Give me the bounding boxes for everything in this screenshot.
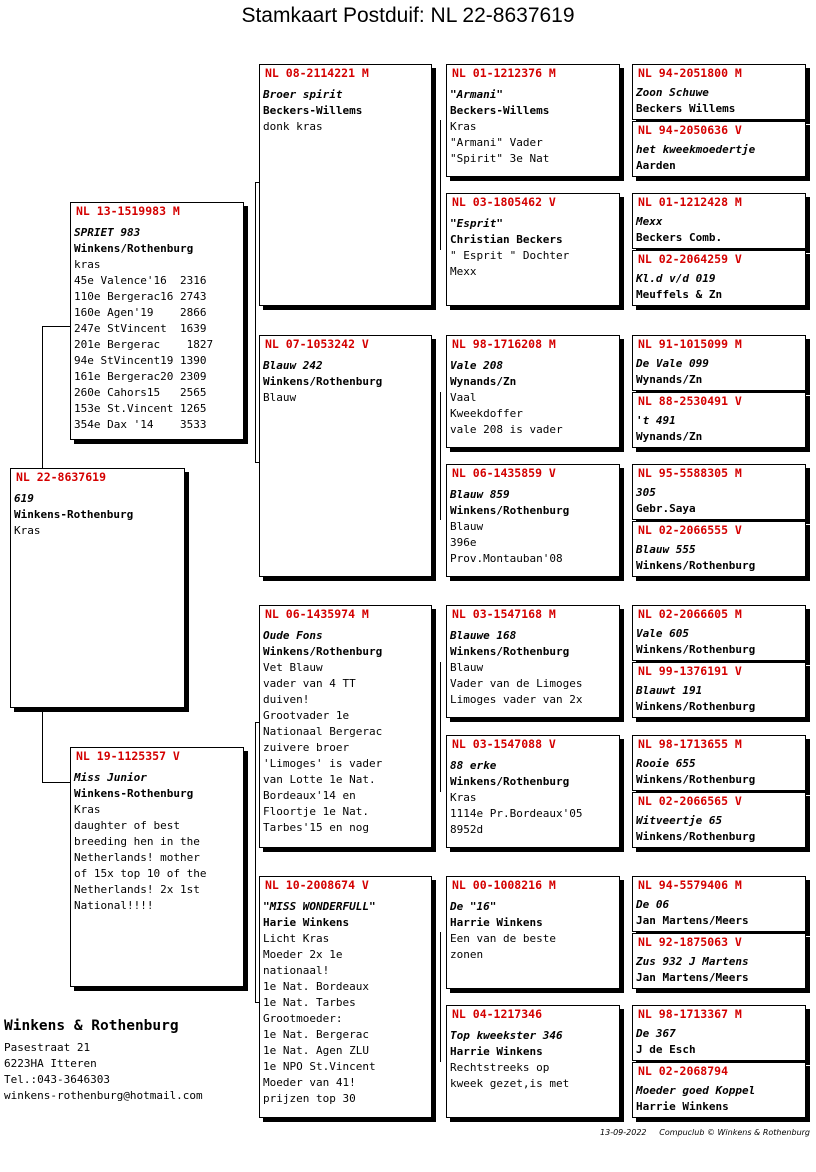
bird-name: Blauw 859 [450, 488, 510, 501]
owner-name: Winkens & Rothenburg [4, 1018, 179, 1034]
breeder-name: Harrie Winkens [450, 1045, 543, 1058]
bird-card-gen4-10 [632, 662, 806, 718]
bird-card-dds [446, 876, 620, 989]
detail-line: 'Limoges' is vader [263, 757, 383, 770]
bird-name: Miss Junior [74, 771, 147, 784]
bird-name: Blauw 555 [636, 543, 696, 556]
bird-card-sdd [446, 464, 620, 577]
breeder-name: Harrie Winkens [450, 916, 543, 929]
owner-city: 6223HA Itteren [4, 1057, 97, 1070]
bird-card-dam-sire [259, 605, 432, 848]
detail-line: Nationaal Bergerac [263, 725, 383, 738]
bird-card-gen4-11 [632, 735, 806, 791]
breeder-name: Winkens/Rothenburg [636, 559, 756, 572]
connector-line [255, 722, 256, 1002]
detail-line: Moeder 2x 1e [263, 948, 343, 961]
connector-line [440, 120, 441, 250]
detail-line: Tarbes'15 en nog [263, 821, 369, 834]
detail-line: Prov.Montauban'08 [450, 552, 563, 565]
bird-card-gen4-6 [632, 392, 806, 448]
breeder-name: Winkens/Rothenburg [636, 830, 756, 843]
detail-line: 354e Dax '14 3533 [74, 418, 207, 431]
bird-card-gen4-7 [632, 464, 806, 520]
ring-number: NL 10-2008674 V [265, 878, 369, 892]
breeder-name: Winkens/Rothenburg [450, 504, 570, 517]
breeder-name: Wynands/Zn [636, 430, 703, 443]
bird-name: De 06 [636, 898, 670, 911]
bird-name: Zus 932 J Martens [636, 955, 749, 968]
bird-name: "Esprit" [450, 217, 503, 230]
connector-line [42, 712, 43, 782]
detail-line: Licht Kras [263, 932, 330, 945]
detail-line: Kweekdoffer [450, 407, 523, 420]
detail-line: breeding hen in the [74, 835, 200, 848]
detail-line: of 15x top 10 of the [74, 867, 207, 880]
ring-number: NL 06-1435974 M [265, 607, 369, 621]
detail-line: Limoges vader van 2x [450, 693, 583, 706]
owner-email: winkens-rothenburg@hotmail.com [4, 1089, 203, 1102]
bird-card-sire [70, 202, 244, 440]
ring-number: NL 04-1217346 [452, 1007, 543, 1021]
detail-line: prijzen top 30 [263, 1092, 356, 1105]
bird-card-gen4-8 [632, 521, 806, 577]
breeder-name: Jan Martens/Meers [636, 971, 749, 984]
detail-line: nationaal! [263, 964, 330, 977]
bird-card-dam-dam [259, 876, 432, 1118]
detail-line: 1e Nat. Bergerac [263, 1028, 369, 1041]
bird-name: Blauwt 191 [636, 684, 703, 697]
detail-line: Vader van de Limoges [450, 677, 583, 690]
bird-name: De "16" [450, 900, 497, 913]
bird-card-gen4-15 [632, 1005, 806, 1061]
bird-card-sire-sire [259, 64, 432, 306]
detail-line: 1e Nat. Agen ZLU [263, 1044, 369, 1057]
bird-name: Oude Fons [263, 629, 323, 642]
ring-number: NL 98-1713655 M [638, 737, 742, 751]
detail-line: donk kras [263, 120, 323, 133]
breeder-name: Wynands/Zn [450, 375, 517, 388]
bird-name: het kweekmoedertje [636, 143, 756, 156]
breeder-name: Winkens/Rothenburg [636, 700, 756, 713]
bird-name: Zoon Schuwe [636, 86, 709, 99]
breeder-name: Winkens/Rothenburg [74, 242, 194, 255]
bird-card-gen4-3 [632, 193, 806, 249]
detail-line: 1e NPO St.Vincent [263, 1060, 376, 1073]
detail-line: zonen [450, 948, 484, 961]
detail-line: 161e Bergerac20 2309 [74, 370, 207, 383]
detail-line: Floortje 1e Nat. [263, 805, 369, 818]
bird-card-gen4-14 [632, 933, 806, 989]
ring-number: NL 13-1519983 M [76, 204, 180, 218]
detail-line: 1e Nat. Tarbes [263, 996, 356, 1009]
detail-line: Netherlands! mother [74, 851, 200, 864]
detail-line: 1e Nat. Bordeaux [263, 980, 369, 993]
bird-card-sds [446, 335, 620, 448]
bird-name: Blauw 242 [263, 359, 323, 372]
bird-card-ssd [446, 193, 620, 306]
ring-number: NL 00-1008216 M [452, 878, 556, 892]
ring-number: NL 95-5588305 M [638, 466, 742, 480]
breeder-name: Meuffels & Zn [636, 288, 723, 301]
detail-line: National!!!! [74, 899, 154, 912]
detail-line: Kras [74, 803, 101, 816]
owner-street: Pasestraat 21 [4, 1041, 91, 1054]
ring-number: NL 02-2068794 [638, 1064, 729, 1078]
bird-name: De 367 [636, 1027, 676, 1040]
detail-line: 45e Valence'16 2316 [74, 274, 207, 287]
bird-card-gen4-2 [632, 121, 806, 177]
detail-line: Vaal [450, 391, 477, 404]
detail-line: Blauw [263, 391, 297, 404]
bird-name: Kl.d v/d 019 [636, 272, 716, 285]
ring-number: NL 01-1212376 M [452, 66, 556, 80]
bird-name: SPRIET 983 [74, 226, 141, 239]
detail-line: kweek gezet,is met [450, 1077, 570, 1090]
bird-card-gen4-5 [632, 335, 806, 391]
breeder-name: Winkens/Rothenburg [263, 645, 383, 658]
detail-line: 396e [450, 536, 477, 549]
breeder-name: Harrie Winkens [636, 1100, 729, 1113]
connector-line [42, 326, 43, 470]
detail-line: "Armani" Vader [450, 136, 543, 149]
detail-line: Kras [14, 524, 41, 537]
bird-card-gen4-4 [632, 250, 806, 306]
detail-line: 8952d [450, 823, 484, 836]
bird-name: Mexx [636, 215, 663, 228]
bird-name: Moeder goed Koppel [636, 1084, 756, 1097]
ring-number: NL 94-2050636 V [638, 123, 742, 137]
connector-line [255, 182, 256, 462]
ring-number: NL 02-2066605 M [638, 607, 742, 621]
ring-number: NL 94-5579406 M [638, 878, 742, 892]
bird-name: Rooie 655 [636, 757, 696, 770]
detail-line: Mexx [450, 265, 477, 278]
connector-line [440, 932, 441, 1062]
bird-name: 't 491 [636, 414, 676, 427]
detail-line: kras [74, 258, 101, 271]
detail-line: Een van de beste [450, 932, 556, 945]
breeder-name: Winkens/Rothenburg [636, 643, 756, 656]
breeder-name: Winkens/Rothenburg [636, 773, 756, 786]
detail-line: 153e St.Vincent 1265 [74, 402, 207, 415]
bird-card-ddd [446, 1005, 620, 1118]
connector-line [440, 392, 441, 520]
detail-line: duiven! [263, 693, 310, 706]
ring-number: NL 02-2064259 V [638, 252, 742, 266]
bird-card-gen4-13 [632, 876, 806, 932]
detail-line: Moeder van 41! [263, 1076, 356, 1089]
detail-line: Grootvader 1e [263, 709, 350, 722]
breeder-name: Winkens/Rothenburg [450, 645, 570, 658]
owner-phone: Tel.:043-3646303 [4, 1073, 110, 1086]
bird-card-gen4-1 [632, 64, 806, 120]
ring-number: NL 08-2114221 M [265, 66, 369, 80]
detail-line: 110e Bergerac16 2743 [74, 290, 207, 303]
detail-line: " Esprit " Dochter [450, 249, 570, 262]
ring-number: NL 98-1716208 M [452, 337, 556, 351]
connector-line [42, 326, 70, 327]
ring-number: NL 03-1805462 V [452, 195, 556, 209]
bird-name: Top kweekster 346 [450, 1029, 563, 1042]
detail-line: 1114e Pr.Bordeaux'05 [450, 807, 583, 820]
detail-line: Grootmoeder: [263, 1012, 343, 1025]
connector-line [42, 782, 70, 783]
owner-address [4, 1018, 203, 1104]
detail-line: Kras [450, 791, 477, 804]
detail-line: vader van 4 TT [263, 677, 356, 690]
bird-name: De Vale 099 [636, 357, 709, 370]
ring-number: NL 03-1547088 V [452, 737, 556, 751]
breeder-name: Aarden [636, 159, 676, 172]
ring-number: NL 99-1376191 V [638, 664, 742, 678]
ring-number: NL 06-1435859 V [452, 466, 556, 480]
ring-number: NL 02-2066555 V [638, 523, 742, 537]
detail-line: Kras [450, 120, 477, 133]
bird-card-dam [70, 747, 244, 987]
detail-line: Blauw [450, 661, 484, 674]
breeder-name: Winkens-Rothenburg [74, 787, 194, 800]
detail-line: zuivere broer [263, 741, 350, 754]
bird-card-gen4-9 [632, 605, 806, 661]
detail-line: Rechtstreeks op [450, 1061, 550, 1074]
ring-number: NL 88-2530491 V [638, 394, 742, 408]
bird-name: Broer spirit [263, 88, 343, 101]
detail-line: daughter of best [74, 819, 180, 832]
bird-card-dsd [446, 735, 620, 848]
bird-card-subject [10, 468, 185, 708]
breeder-name: Winkens-Rothenburg [14, 508, 134, 521]
bird-name: Blauwe 168 [450, 629, 517, 642]
detail-line: 260e Cahors15 2565 [74, 386, 207, 399]
ring-number: NL 92-1875063 V [638, 935, 742, 949]
breeder-name: Beckers-Willems [450, 104, 550, 117]
breeder-name: Winkens/Rothenburg [450, 775, 570, 788]
bird-card-sss [446, 64, 620, 177]
bird-name: 88 erke [450, 759, 497, 772]
breeder-name: Beckers-Willems [263, 104, 363, 117]
bird-name: "MISS WONDERFULL" [263, 900, 376, 913]
ring-number: NL 94-2051800 M [638, 66, 742, 80]
ring-number: NL 22-8637619 [16, 470, 107, 484]
breeder-name: Winkens/Rothenburg [263, 375, 383, 388]
footer [600, 1128, 810, 1137]
breeder-name: Jan Martens/Meers [636, 914, 749, 927]
detail-line: 201e Bergerac 1827 [74, 338, 214, 351]
footer-credit: Compuclub © Winkens & Rothenburg [659, 1128, 810, 1137]
breeder-name: Gebr.Saya [636, 502, 696, 515]
breeder-name: Beckers Comb. [636, 231, 723, 244]
detail-line: 160e Agen'19 2866 [74, 306, 207, 319]
detail-line: Vet Blauw [263, 661, 323, 674]
page-title: Stamkaart Postduif: NL 22-8637619 [241, 4, 575, 27]
detail-line: 247e StVincent 1639 [74, 322, 207, 335]
detail-line: Netherlands! 2x 1st [74, 883, 200, 896]
bird-card-gen4-12 [632, 792, 806, 848]
bird-name: Vale 208 [450, 359, 503, 372]
breeder-name: J de Esch [636, 1043, 696, 1056]
ring-number: NL 19-1125357 V [76, 749, 180, 763]
bird-name: 305 [636, 486, 656, 499]
bird-card-dss [446, 605, 620, 718]
print-date: 13-09-2022 [600, 1128, 647, 1137]
detail-line: Blauw [450, 520, 484, 533]
detail-line: Bordeaux'14 en [263, 789, 356, 802]
ring-number: NL 91-1015099 M [638, 337, 742, 351]
bird-name: Vale 605 [636, 627, 689, 640]
connector-line [440, 662, 441, 792]
detail-line: "Spirit" 3e Nat [450, 152, 550, 165]
ring-number: NL 01-1212428 M [638, 195, 742, 209]
breeder-name: Beckers Willems [636, 102, 736, 115]
bird-name: "Armani" [450, 88, 503, 101]
bird-card-sire-dam [259, 335, 432, 577]
ring-number: NL 02-2066565 V [638, 794, 742, 808]
breeder-name: Harie Winkens [263, 916, 350, 929]
ring-number: NL 07-1053242 V [265, 337, 369, 351]
breeder-name: Wynands/Zn [636, 373, 703, 386]
ring-number: NL 03-1547168 M [452, 607, 556, 621]
detail-line: 94e StVincent19 1390 [74, 354, 207, 367]
bird-name: Witveertje 65 [636, 814, 723, 827]
breeder-name: Christian Beckers [450, 233, 563, 246]
bird-name: 619 [14, 492, 34, 505]
ring-number: NL 98-1713367 M [638, 1007, 742, 1021]
detail-line: vale 208 is vader [450, 423, 563, 436]
detail-line: van Lotte 1e Nat. [263, 773, 376, 786]
bird-card-gen4-16 [632, 1062, 806, 1118]
